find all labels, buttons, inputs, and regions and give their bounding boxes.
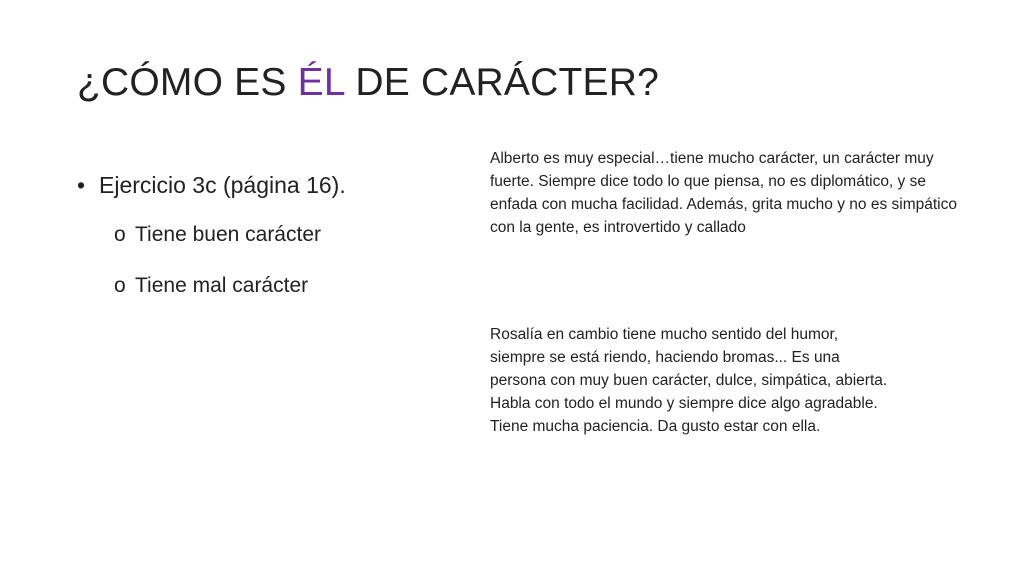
bullet-dot-icon: • [77,172,86,198]
sub-bullet-bad-character [77,273,477,298]
sub-bullet-text: Tiene mal carácter [135,273,309,297]
bullet-text: Ejercicio 3c (página 16). [99,172,346,198]
paragraph-rosalia: Rosalía en cambio tiene mucho sentido del humor, siempre se está riendo, haciendo bromas... Es una persona con muy buen carácter, dulce, simpática, abierta. Habla con todo el mundo y siempre dice algo agradable. Tiene mucha paciencia. Da gusto estar con ella. [490,326,888,435]
slide-title [77,60,659,107]
paragraph-alberto: Alberto es muy especial…tiene mucho carácter, un carácter muy fuerte. Siempre dice todo lo que piensa, no es diplomático, y se enfada con mucha facilidad. Además, grita mucho y no es simpático con la gente, es introvertido y callado [490,150,957,236]
sub-bullet-good-character [77,222,477,247]
sub-bullet-circle-icon: o [114,222,126,246]
sub-bullet-text: Tiene buen carácter [135,222,321,246]
bullet-item-exercise [77,172,477,200]
sub-bullet-circle-icon: o [114,273,126,297]
title-text-start: ¿CÓMO ES [77,61,298,104]
title-accent-word: ÉL [297,61,345,104]
title-text-end: DE CARÁCTER? [344,61,659,104]
bullet-list [77,172,477,324]
